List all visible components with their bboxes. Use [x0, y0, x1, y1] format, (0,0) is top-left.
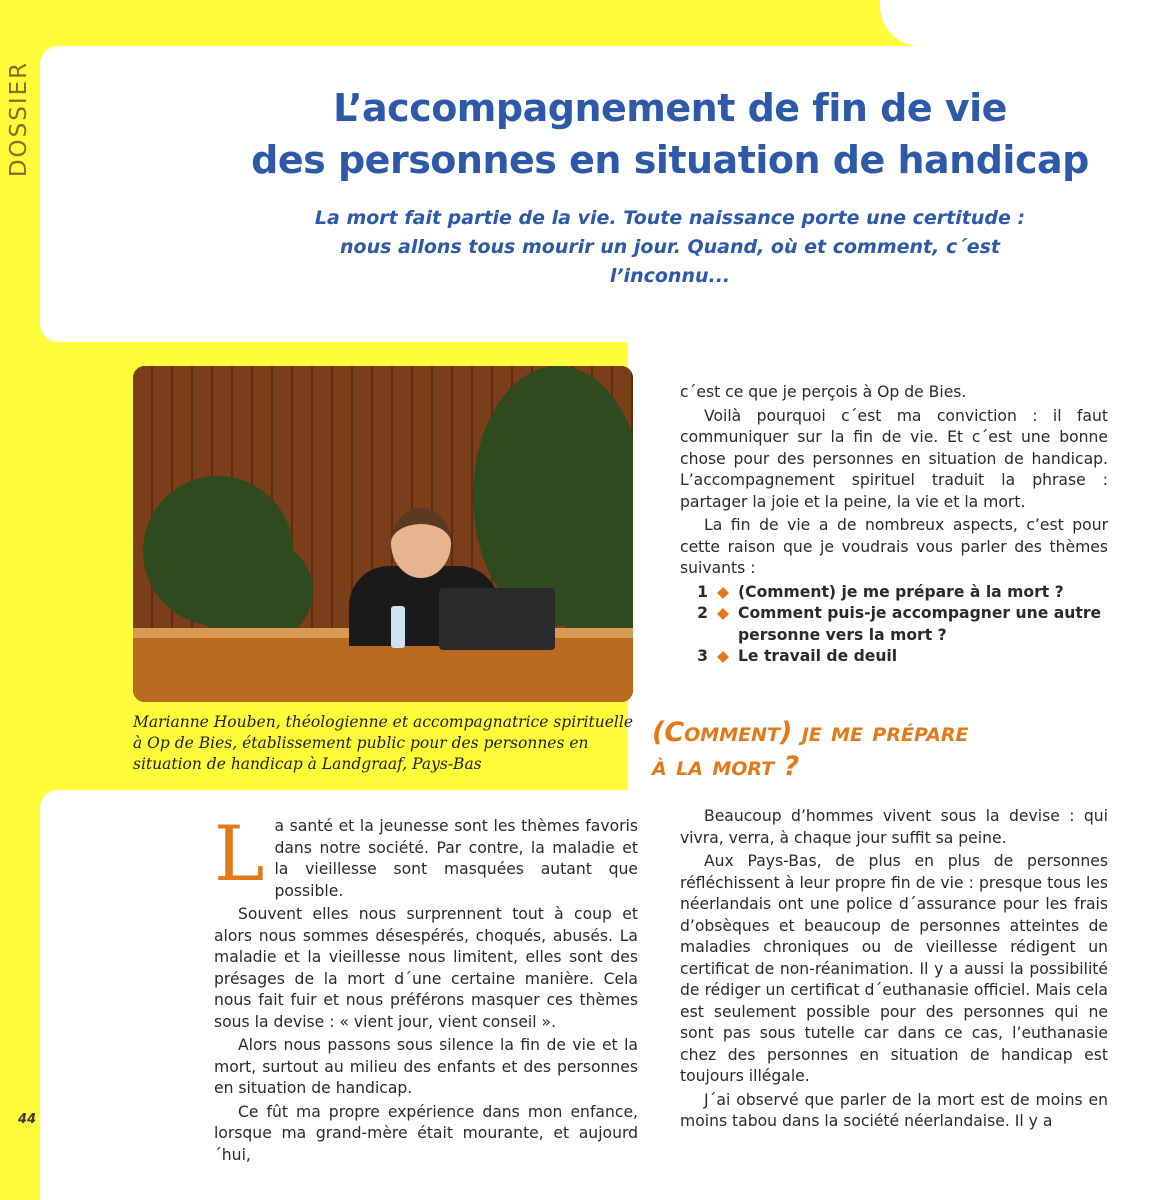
list-number: 1 — [697, 582, 708, 601]
list-text: (Comment) je me prépare à la mort ? — [738, 582, 1064, 601]
section-label-text: DOSSIER — [6, 60, 32, 178]
photo-laptop — [439, 588, 555, 650]
themes-list — [680, 582, 1108, 668]
list-number: 3 — [697, 647, 708, 665]
dropcap: L — [214, 809, 265, 898]
list-number: 2 — [697, 604, 708, 622]
diamond-bullet-icon: ◆ — [717, 582, 729, 601]
photo-caption: Marianne Houben, théologienne et accompagnatrice spirituelle à Op de Bies, établissement public pour des personnes en situation de handicap à Landgraaf, Pays-Bas — [133, 713, 633, 773]
section-heading-line-2: à la mort ? — [652, 751, 800, 782]
themes-list-item — [680, 646, 1108, 668]
right-paragraph-3: La fin de vie a de nombreux aspects, c’est pour cette raison que je voudrais vous parler des thèmes suivants : — [680, 516, 1108, 577]
list-text: Comment puis-je accompagner une autre personne vers la mort ? — [738, 604, 1102, 644]
left-paragraph-1-text: a santé et la jeunesse sont les thèmes favoris dans notre société. Par contre, la maladie et la vieillesse sont masquées autant que possible. — [274, 817, 638, 900]
title-line-1: L’accompagnement de fin de vie — [333, 86, 1007, 130]
right-column-top — [680, 382, 1108, 668]
themes-list-item — [680, 582, 1108, 604]
right-paragraph-2: Voilà pourquoi c´est ma conviction : il faut communiquer sur la fin de vie. Et c´est une bonne chose pour des personnes en situation de handicap. L’accompagnement spirituel traduit la phrase : partager la joie et la peine, la vie et la mort. — [680, 406, 1108, 511]
left-paragraph-4: Ce fût ma propre expérience dans mon enfance, lorsque ma grand-mère était mourante, et aujourd´hui, — [214, 1102, 638, 1164]
right-bottom-paragraph-1: Beaucoup d’hommes vivent sous la devise : qui vivra, verra, à chaque jour suffit sa peine. — [680, 807, 1108, 847]
left-column — [214, 809, 638, 1168]
photo-water-bottle — [391, 606, 405, 648]
article-title — [230, 82, 1110, 186]
article-photo — [133, 366, 633, 702]
photo-table — [133, 638, 633, 702]
diamond-bullet-icon: ◆ — [717, 604, 729, 622]
left-paragraph-2: Souvent elles nous surprennent tout à coup et alors nous sommes désespérés, choqués, abusés. La maladie et la vieillesse nous limitent, elles sont des présages de la mort d´une certaine manière. Cela nous fait fuir et nous préférons masquer ces thèmes sous la devise : « vient jour, vient conseil ». — [214, 905, 638, 1031]
page-number: 44 — [17, 1112, 37, 1127]
diamond-bullet-icon: ◆ — [717, 647, 729, 665]
section-label — [2, 46, 36, 192]
left-paragraph-3: Alors nous passons sous silence la fin de vie et la mort, surtout au milieu des enfants et des personnes en situation de handicap. — [214, 1036, 638, 1097]
list-text: Le travail de deuil — [738, 647, 898, 665]
right-bottom-paragraph-2: Aux Pays-Bas, de plus en plus de personnes réfléchissent à leur propre fin de vie : presque tous les néerlandais ont une police d´assurance pour les frais d’obsèques et beaucoup de personnes atteintes de maladies chroniques ou de vieillesse rédigent un certificat de non-réanimation. Il y a aussi la possibilité de rédiger un certificat d´euthanasie officiel. Mais cela est seulement possible pour des personnes qui ne sont pas sous tutelle car dans ce cas, l’euthanasie chez des personnes en situation de handicap est toujours illégale. — [680, 852, 1108, 1085]
right-column-bottom — [680, 806, 1108, 1135]
left-paragraph-1 — [214, 809, 638, 902]
right-paragraph-1: c´est ce que je perçois à Op de Bies. — [680, 383, 967, 401]
themes-list-item — [680, 603, 1108, 646]
right-bottom-paragraph-3: J´ai observé que parler de la mort est de moins en moins tabou dans la société néerlandaise. Il y a — [680, 1090, 1108, 1130]
photo-speaker-head — [391, 508, 451, 578]
page-corner-white — [880, 0, 1160, 46]
article-lead — [300, 204, 1040, 291]
title-line-2: des personnes en situation de handicap — [251, 138, 1089, 182]
lead-line-2: nous allons tous mourir un jour. Quand, où et comment, c´est l’inconnu... — [340, 236, 1000, 287]
section-heading-line-1: (Comment) je me prépare — [652, 717, 969, 748]
section-heading — [652, 716, 1072, 784]
lead-line-1: La mort fait partie de la vie. Toute naissance porte une certitude : — [314, 207, 1026, 229]
